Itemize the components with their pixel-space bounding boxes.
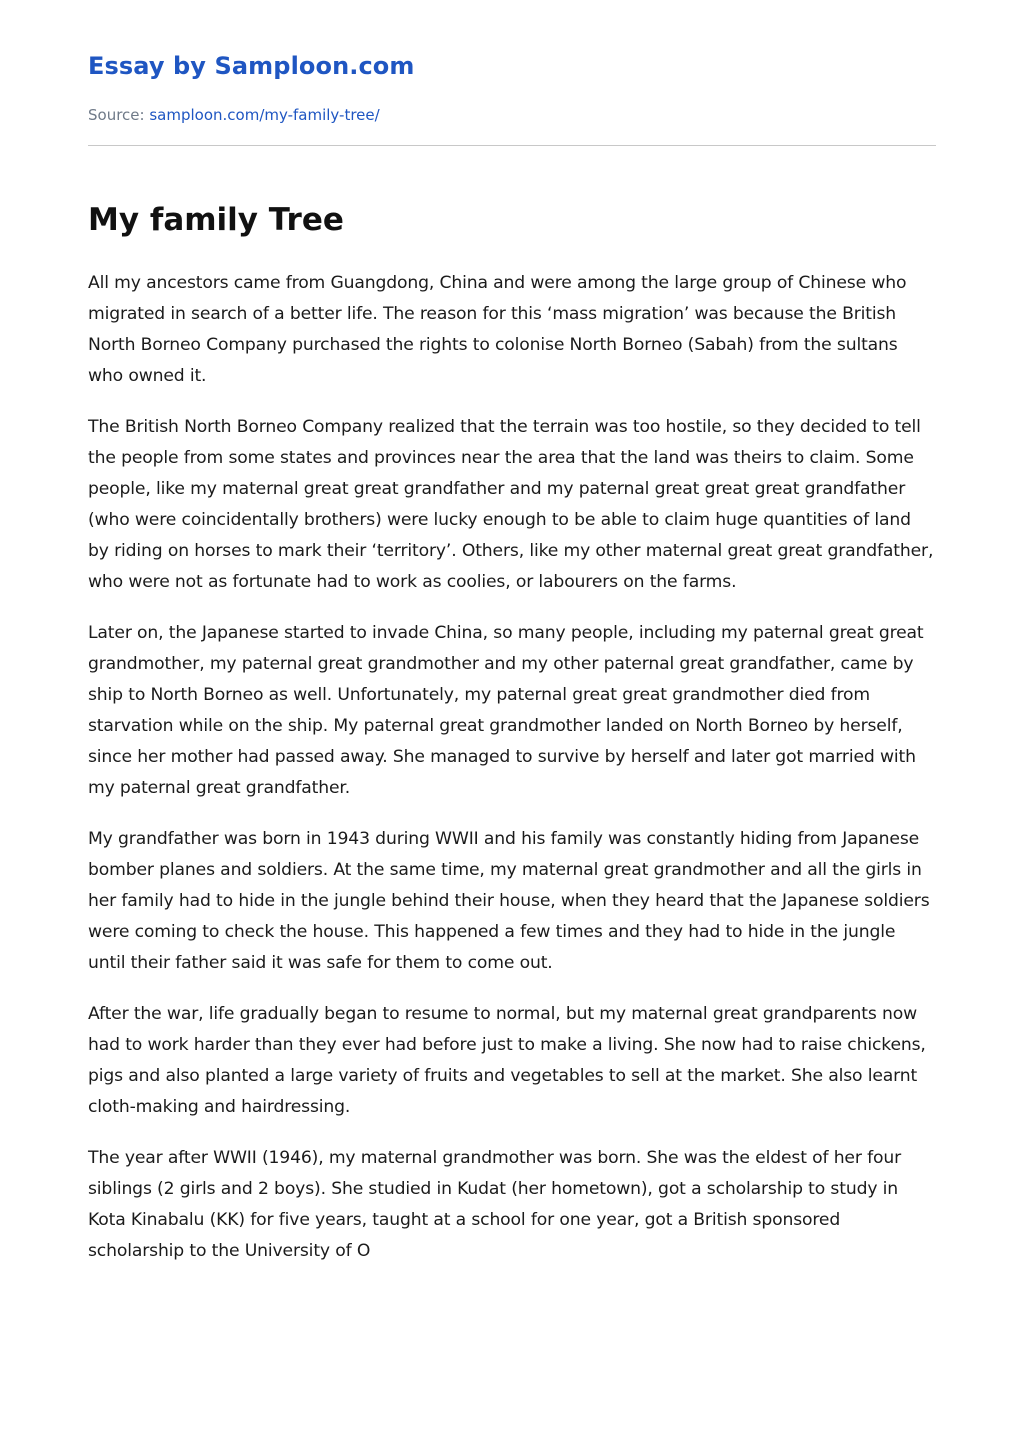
essay-paragraph: All my ancestors came from Guangdong, China and were among the large group of Chinese who migrated in search of a better life. The reason for this ‘mass migration’ was because the British North Borneo Company purchased the rights to colonise North Borneo (Sabah) from the sultans who owned it. — [88, 273, 907, 386]
essay-body — [88, 268, 936, 1287]
essay-paragraph: The year after WWII (1946), my maternal grandmother was born. She was the eldest of her four siblings (2 girls and 2 boys). She studied in Kudat (her hometown), got a scholarship to study in Kota Kinabalu (KK) for five years, taught at a school for one year, got a British sponsored scholarship to the University of O — [88, 1148, 902, 1261]
essay-paragraph: The British North Borneo Company realized that the terrain was too hostile, so they decided to tell the people from some states and provinces near the area that the land was theirs to claim. Some people, like my maternal great great grandfather and my paternal great great great grandfather (who were coincidentally brothers) were lucky enough to be able to claim huge quantities of land by riding on horses to mark their ‘territory’. Others, like my other maternal great great grandfather, who were not as fortunate had to work as coolies, or labourers on the farms. — [88, 417, 934, 592]
source-line — [88, 106, 380, 124]
site-brand-title: Essay by Samploon.com — [88, 52, 415, 80]
essay-paragraph: After the war, life gradually began to resume to normal, but my maternal great grandparents now had to work harder than they ever had before just to make a living. She now had to raise chickens, pigs and also planted a large variety of fruits and vegetables to sell at the market. She also learnt cloth-making and hairdressing. — [88, 1004, 926, 1117]
source-link[interactable]: samploon.com/my-family-tree/ — [149, 106, 380, 124]
essay-paragraph: Later on, the Japanese started to invade China, so many people, including my paternal great great grandmother, my paternal great grandmother and my other paternal great grandfather, came by ship to North Borneo as well. Unfortunately, my paternal great great grandmother died from starvation while on the ship. My paternal great grandmother landed on North Borneo by herself, since her mother had passed away. She managed to survive by herself and later got married with my paternal great grandfather. — [88, 623, 924, 798]
essay-title: My family Tree — [88, 202, 344, 238]
essay-paragraph: My grandfather was born in 1943 during WWII and his family was constantly hiding from Japanese bomber planes and soldiers. At the same time, my maternal great grandmother and all the girls in her family had to hide in the jungle behind their house, when they heard that the Japanese soldiers were coming to check the house. This happened a few times and they had to hide in the jungle until their father said it was safe for them to come out. — [88, 829, 930, 973]
source-label: Source: — [88, 106, 150, 124]
header-divider — [88, 145, 936, 146]
